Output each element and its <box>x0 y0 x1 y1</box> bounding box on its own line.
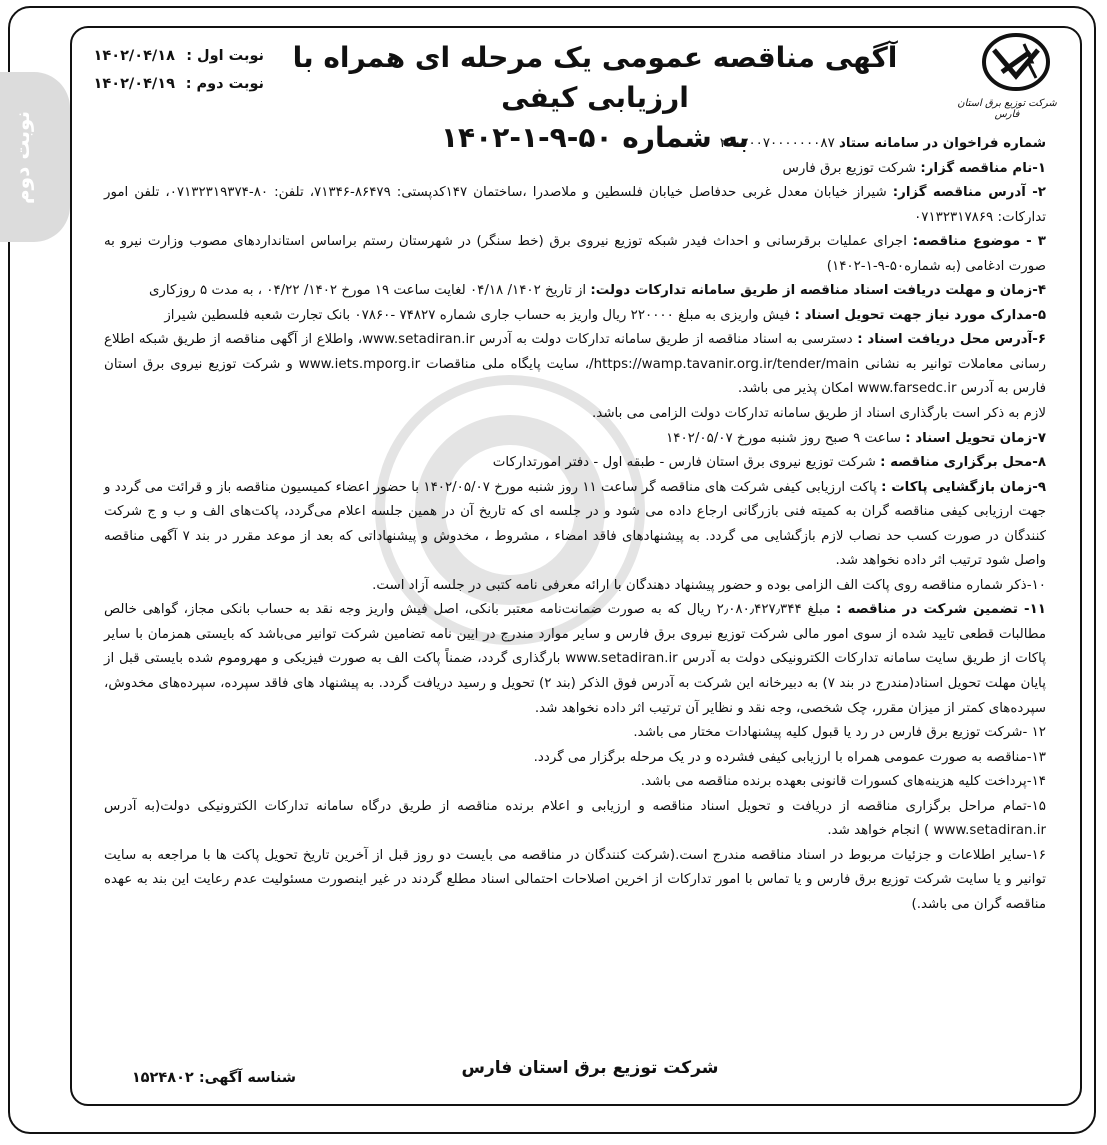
first-publication-label: نوبت اول : <box>186 48 264 64</box>
title-line-1: آگهی مناقصه عمومی یک مرحله ای همراه با ارزیابی کیفی <box>292 41 898 114</box>
item-text: از تاریخ ۱۴۰۲/ ۰۴/۱۸ لغایت ساعت ۱۹ مورخ ۱۴۰۲/ ۰۴/۲۲ ، به مدت ۵ روزکاری <box>148 283 587 299</box>
item-6 <box>104 328 1046 402</box>
item-5 <box>104 304 1046 329</box>
item-label: ۸-محل برگزاری مناقصه : <box>880 455 1046 471</box>
item-3 <box>104 230 1046 279</box>
first-publication-date: ۱۴۰۲/۰۴/۱۸ <box>93 48 175 64</box>
company-logo-icon <box>980 32 1052 92</box>
first-publication <box>74 42 264 70</box>
item-8 <box>104 451 1046 476</box>
item-text: ۱۰-ذکر شماره مناقصه روی پاکت الف الزامی بوده و حضور پیشنهاد دهندگان با ارائه معرفی نامه کتبی در جلسه آزاد است. <box>372 577 1046 593</box>
item-15 <box>104 795 1046 844</box>
item-6-note <box>104 402 1046 427</box>
second-publication <box>74 70 264 98</box>
item-label: ۶-آدرس محل دریافت اسناد : <box>857 332 1047 348</box>
item-9 <box>104 476 1046 574</box>
item-label: ۱۱- تضمین شرکت در مناقصه : <box>836 602 1046 618</box>
ad-identifier-label: شناسه آگهی: <box>198 1070 296 1086</box>
item-text: ۱۵-تمام مراحل برگزاری مناقصه از دریافت و تحویل اسناد مناقصه و ارزیابی و اعلام برنده مناقصه از طریق درگاه سامانه تدارکات الکترونیکی دولت(به آدرس www.setadiran.ir ) انجام خواهد شد. <box>104 798 1046 839</box>
item-call-number <box>104 132 1046 157</box>
item-13 <box>104 746 1046 771</box>
side-tab-label: نوبت دوم <box>10 110 34 204</box>
item-text: ۱۴-پرداخت کلیه هزینه‌های کسورات قانونی بعهده برنده مناقصه می باشد. <box>640 774 1046 790</box>
item-text: دسترسی به اسناد مناقصه از طریق سامانه تدارکات دولت به آدرس www.setadiran.ir، واطلاع از آگهی مناقصه از طریق شبکه اطلاع رسانی معاملات توانیر به نشانی https://wamp.tavanir.org.ir/tender/main/، سایت پایگاه ملی مناقصات www.iets.mporg.ir و شرکت توزیع نیروی برق استان فارس به آدرس www.farsedc.ir امکان پذیر می باشد. <box>104 332 1047 397</box>
item-1 <box>104 157 1046 182</box>
item-10 <box>104 574 1046 599</box>
item-4 <box>104 279 1046 304</box>
item-text: ۱۶-سایر اطلاعات و جزئیات مربوط در اسناد مناقصه مندرج است.(شرکت کنندگان در مناقصه می بایست دو روز قبل از آخرین تاریخ تحویل پاکت ها با مراجعه به سایت توانیر و یا سایت شرکت توزیع برق فارس و یا تماس با امور تدارکات از اخرین اصلاحات احتمالی اسناد مطلع گردند در غیر اینصورت مسئولیت عدم رعایت این بند به عهده مناقصه گران می باشد.) <box>104 847 1046 912</box>
item-label: ۷-زمان تحویل اسناد : <box>905 430 1046 446</box>
item-11 <box>104 598 1046 721</box>
item-label: ۹-زمان بازگشایی پاکات : <box>881 479 1047 495</box>
item-text: ۱۲ -شرکت توزیع برق فارس در رد یا قبول کلیه پیشنهادات مختار می باشد. <box>633 725 1046 741</box>
ad-identifier-value: ۱۵۲۴۸۰۲ <box>131 1070 194 1086</box>
item-label: ۲- آدرس مناقصه گزار: <box>892 185 1046 201</box>
item-text: ۲۰۰۲۰۰۷۰۰۰۰۰۰۰۸۷ <box>719 136 835 151</box>
item-text: پاکت ارزیابی کیفی شرکت های مناقصه گر ساعت ۱۱ روز شنبه مورخ ۱۴۰۲/۰۵/۰۷ با حضور اعضاء کمیسیون مناقصه باز و قرائت می گردد و جهت ارزیابی کیفی مناقصه گران به کمیته فنی بازرگانی ارجاع داده می شود و در جلسه ای که تاریخ آن در همین جلسه اعلام می‌گردد، پاکت‌های الف و ب و ج شرکت کنندگان در صورت کسب حد نصاب لازم بازگشایی می گردد. به پیشنهادهای فاقد امضاء ، مشروط ، مخدوش و پیشنهاداتی که بعد از موعد مقرر در بند ۷ آگهی مناقصه واصل شود ترتیب اثر داده نخواهد شد. <box>104 479 1046 569</box>
item-text: شیراز خیابان معدل غربی حدفاصل خیابان فلسطین و ملاصدرا ،ساختمان ۱۴۷کدپستی: ۸۶۴۷۹-۷۱۳۴۶، تلفن: ۸۰-۰۷۱۳۲۳۱۹۳۷۴، تلفن امور تدارکات: ۰۷۱۳۲۳۱۷۸۶۹ <box>104 185 1046 225</box>
ad-identifier <box>96 1070 296 1086</box>
announcement-body <box>104 132 1046 918</box>
item-label: ۱-نام مناقصه گزار: <box>920 160 1046 176</box>
item-2 <box>104 181 1046 230</box>
logo-caption: شرکت توزیع برق استان فارس <box>957 98 1057 120</box>
item-label: ۳ - موضوع مناقصه: <box>912 234 1046 250</box>
item-7 <box>104 427 1046 452</box>
item-16 <box>104 844 1046 918</box>
second-publication-date: ۱۴۰۲/۰۴/۱۹ <box>93 76 175 92</box>
item-text: ۱۳-مناقصه به صورت عمومی همراه با ارزیابی کیفی فشرده و در یک مرحله برگزار می گردد. <box>533 749 1046 765</box>
item-label: ۵-مدارک مورد نیاز جهت تحویل اسناد : <box>794 307 1046 323</box>
title-line-2: به شماره ۵۰-۹-۱-۱۴۰۲ <box>440 121 750 154</box>
item-14 <box>104 770 1046 795</box>
item-label: شماره فراخوان در سامانه ستاد <box>839 136 1046 151</box>
item-text: شرکت توزیع نیروی برق استان فارس - طبقه اول - دفتر امورتدارکات <box>492 455 876 471</box>
item-text: فیش واریزی به مبلغ ۲۲۰۰۰۰ ریال واریز به حساب جاری شماره ۷۴۸۲۷ -۰۷۸۶۰ بانک تجارت شعبه فلسطین شیراز <box>164 307 791 323</box>
item-text: مبلغ ۲٫۰۸۰٫۴۲۷٫۳۴۴ ریال که به صورت ضمانت‌نامه معتبر بانکی، اصل فیش واریز وجه نقد به حساب بانکی مجاز، گواهی خالص مطالبات قطعی تایید شده از سوی امور مالی شرکت توزیع نیروی برق فارس و سایر موارد مندرج در ایین نامه تضامین شرکت توانیر می‌باشد که بایستی همزمان با سایر پاکات از طریق سایت سامانه تدارکات الکترونیکی دولت به آدرس www.setadiran.ir بارگذاری گردد، ضمناً پاکت الف به صورت فیزیکی و مهروموم شده بایستی قبل از پایان مهلت تحویل اسناد(مندرج در بند ۷) به دبیرخانه این شرکت به آدرس فوق الذکر (بند ۲) تحویل و رسید دریافت گردد. به پیشنهاد های فاقد سپرده، سپرده‌های مخدوش، سپرده‌های کمتر از میزان مقرر، چک شخصی، وجه نقد و نظایر آن ترتیب اثر داده نخواهد شد. <box>104 602 1046 716</box>
item-label: ۴-زمان و مهلت دریافت اسناد مناقصه از طریق سامانه تدارکات دولت: <box>590 283 1046 299</box>
item-text: لازم به ذکر است بارگذاری اسناد از طریق سامانه تدارکات دولت الزامی می باشد. <box>592 406 1046 422</box>
publication-dates <box>74 42 264 98</box>
second-publication-label: نوبت دوم : <box>185 76 264 92</box>
item-text: اجرای عملیات برقرسانی و احداث فیدر شبکه توزیع نیروی برق (خط سنگر) در شهرستان رستم براساس استانداردهای مصوب وزارت نیرو به صورت ادغامی (به شماره۵۰-۹-۱-۱۴۰۲) <box>104 234 1046 274</box>
footer-company-name: شرکت توزیع برق استان فارس <box>461 1058 719 1078</box>
item-12 <box>104 721 1046 746</box>
item-text: ساعت ۹ صبح روز شنبه مورخ ۱۴۰۲/۰۵/۰۷ <box>666 430 901 446</box>
item-text: شرکت توزیع برق فارس <box>782 160 917 176</box>
